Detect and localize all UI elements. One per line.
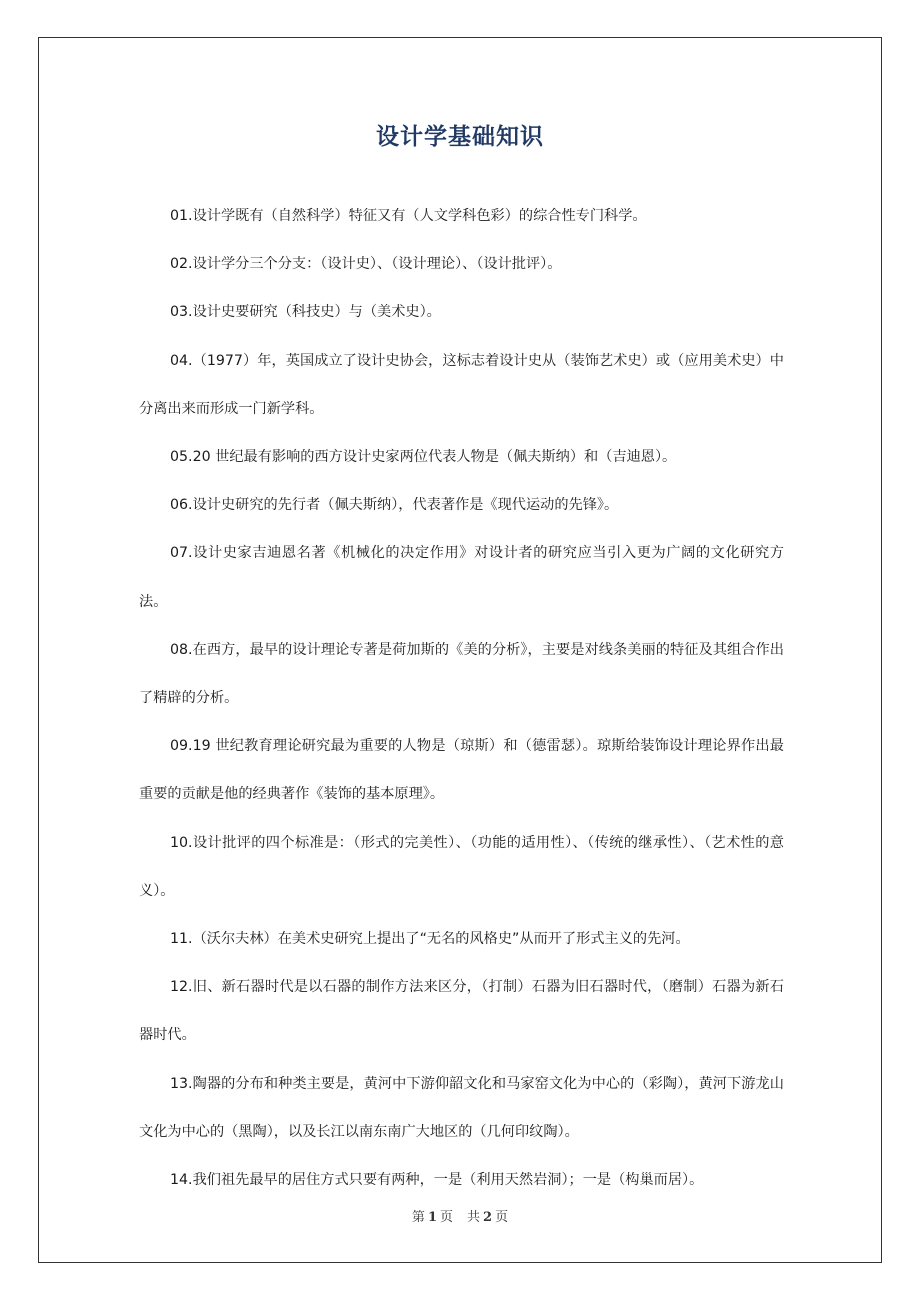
total-unit: 页 xyxy=(495,1210,509,1225)
page-total: 2 xyxy=(483,1210,493,1225)
page-footer xyxy=(0,1206,920,1225)
paragraph-13: 13.陶器的分布和种类主要是，黄河中下游仰韶文化和马家窑文化为中心的（彩陶），黄河下游龙山文化为中心的（黑陶），以及长江以南东南广大地区的（几何印纹陶）。 xyxy=(139,1075,784,1140)
paragraph-04: 04.（1977）年，英国成立了设计史协会，这标志着设计史从（装饰艺术史）或（应用美术史）中分离出来而形成一门新学科。 xyxy=(139,352,784,417)
paragraph-14: 14.我们祖先最早的居住方式只要有两种，一是（利用天然岩洞）；一是（构巢而居）。 xyxy=(170,1172,704,1189)
paragraph-06: 06.设计史研究的先行者（佩夫斯纳），代表著作是《现代运动的先锋》。 xyxy=(170,497,619,514)
paragraph-09: 09.19 世纪教育理论研究最为重要的人物是（琼斯）和（德雷瑟）。琼斯给装饰设计理论界作出最重要的贡献是他的经典著作《装饰的基本原理》。 xyxy=(139,738,784,803)
paragraph-03: 03.设计史要研究（科技史）与（美术史）。 xyxy=(170,304,441,321)
paragraph-11: 11.（沃尔夫林）在美术史研究上提出了“无名的风格史”从而开了形式主义的先河。 xyxy=(170,931,690,948)
paragraph-01: 01.设计学既有（自然科学）特征又有（人文学科色彩）的综合性专门科学。 xyxy=(170,208,647,224)
paragraph-02: 02.设计学分三个分支：（设计史）、（设计理论）、（设计批评）。 xyxy=(170,256,562,273)
document-body xyxy=(139,192,784,1204)
paragraph-07: 07.设计史家吉迪恩名著《机械化的决定作用》对设计者的研究应当引入更为广阔的文化研究方法。 xyxy=(139,545,784,610)
page-prefix: 第 xyxy=(411,1210,425,1225)
paragraph-12: 12.旧、新石器时代是以石器的制作方法来区分，（打制）石器为旧石器时代，（磨制）石器为新石器时代。 xyxy=(139,979,784,1044)
paragraph-05: 05.20 世纪最有影响的西方设计史家两位代表人物是（佩夫斯纳）和（吉迪恩）。 xyxy=(170,449,677,466)
paragraph-10: 10.设计批评的四个标准是：（形式的完美性）、（功能的适用性）、（传统的继承性）、（艺术性的意义）。 xyxy=(139,834,784,899)
page-unit: 页 xyxy=(439,1210,453,1225)
total-prefix: 共 xyxy=(467,1210,481,1225)
page-current: 1 xyxy=(427,1210,437,1225)
document-title: 设计学基础知识 xyxy=(376,124,544,150)
paragraph-08: 08.在西方，最早的设计理论专著是荷加斯的《美的分析》，主要是对线条美丽的特征及其组合作出了精辟的分析。 xyxy=(139,641,784,707)
